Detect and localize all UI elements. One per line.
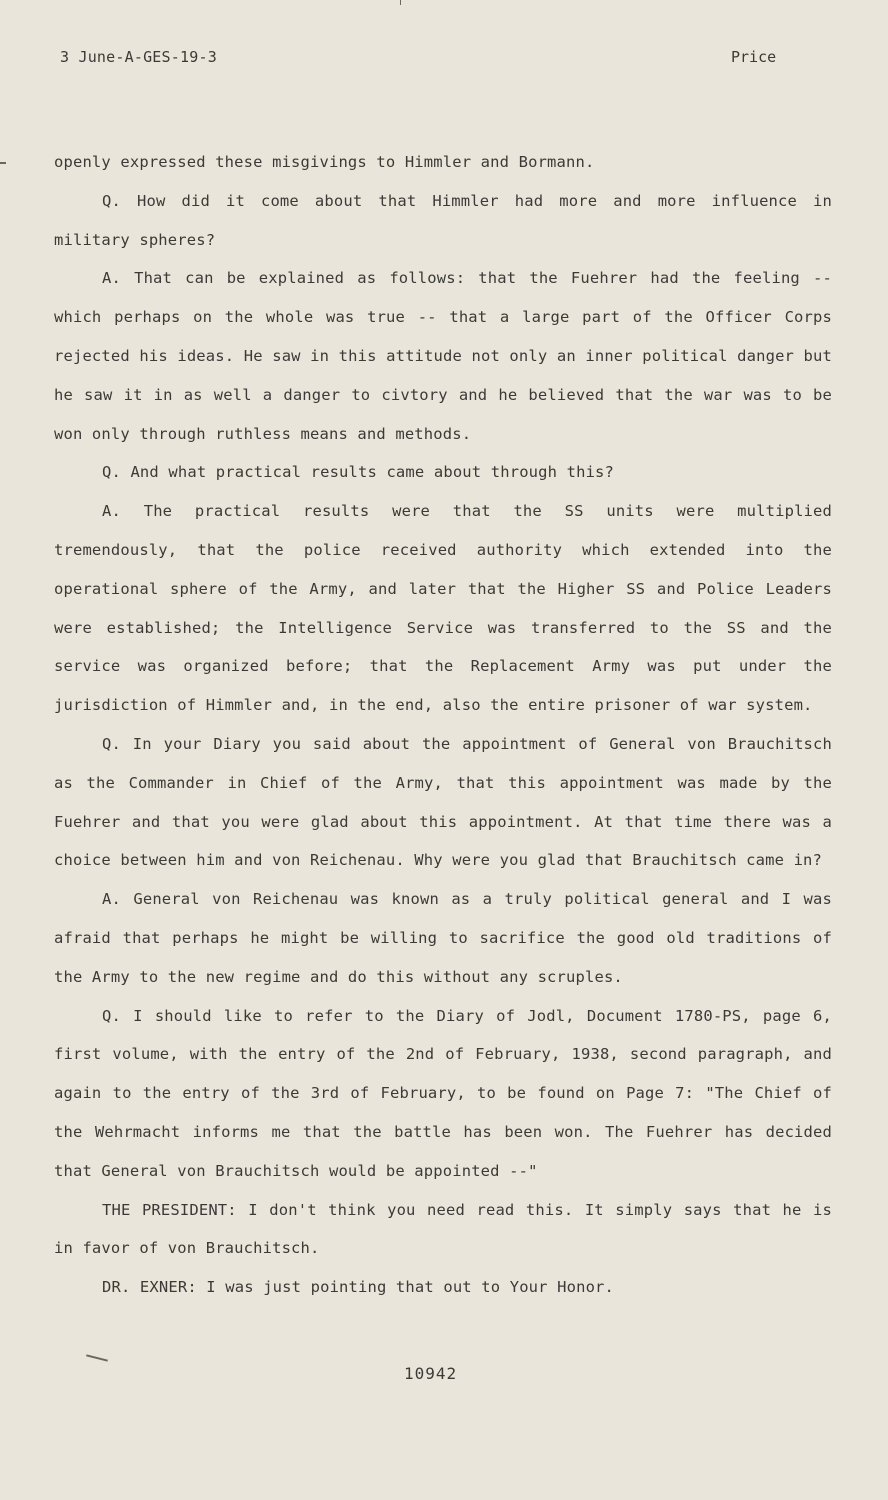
question-paragraph: Q. And what practical results came about through this? <box>102 463 615 482</box>
president-statement: THE PRESIDENT: I don't think you need read this. It simply says that he is in favor of von Brauchitsch. <box>54 1200 832 1258</box>
witness-name: Price <box>731 48 777 66</box>
question-paragraph: Q. How did it come about that Himmler had more and more influence in military spheres? <box>54 191 832 249</box>
question-paragraph: Q. In your Diary you said about the appointment of General von Brauchitsch as the Commander in Chief of the Army, that this appointment was made by the Fuehrer and that you were glad about this appointment. At that time there was a choice between him and von Reichenau. Why were you glad that Brauchitsch came in? <box>54 734 832 870</box>
edge-mark <box>400 0 401 5</box>
paragraph: openly expressed these misgivings to Himmler and Bormann. <box>54 153 595 171</box>
page-number: 10942 <box>404 1364 458 1383</box>
answer-paragraph: A. The practical results were that the SS units were multiplied tremendously, that the police received authority which extended into the operational sphere of the Army, and later that the Higher SS and Police Leaders were established; the Intelligence Service was transferred to the SS and the service was organized before; that the Replacement Army was put under the jurisdiction of Himmler and, in the end, also the entire prisoner of war system. <box>54 502 832 715</box>
counsel-statement: DR. EXNER: I was just pointing that out to Your Honor. <box>102 1278 615 1297</box>
ink-smudge <box>86 1354 108 1361</box>
question-paragraph: Q. I should like to refer to the Diary of Jodl, Document 1780-PS, page 6, first volume, with the entry of the 2nd of February, 1938, second paragraph, and again to the entry of the 3rd of February, to be found on Page 7: "The Chief of the Wehrmacht informs me that the battle has been won. The Fuehrer has decided that General von Brauchitsch would be appointed --" <box>54 1006 832 1180</box>
document-reference: 3 June-A-GES-19-3 <box>60 48 217 66</box>
transcript-body <box>54 143 832 1307</box>
answer-paragraph: A. That can be explained as follows: that the Fuehrer had the feeling -- which perhaps on the whole was true -- that a large part of the Officer Corps rejected his ideas. He saw in this attitude not only an inner political danger but he saw it in as well a danger to civtory and he believed that the war was to be won only through ruthless means and methods. <box>54 269 832 443</box>
answer-paragraph: A. General von Reichenau was known as a truly political general and I was afraid that perhaps he might be willing to sacrifice the good old traditions of the Army to the new regime and do this without any scruples. <box>54 890 832 986</box>
margin-tick-mark <box>0 162 6 164</box>
